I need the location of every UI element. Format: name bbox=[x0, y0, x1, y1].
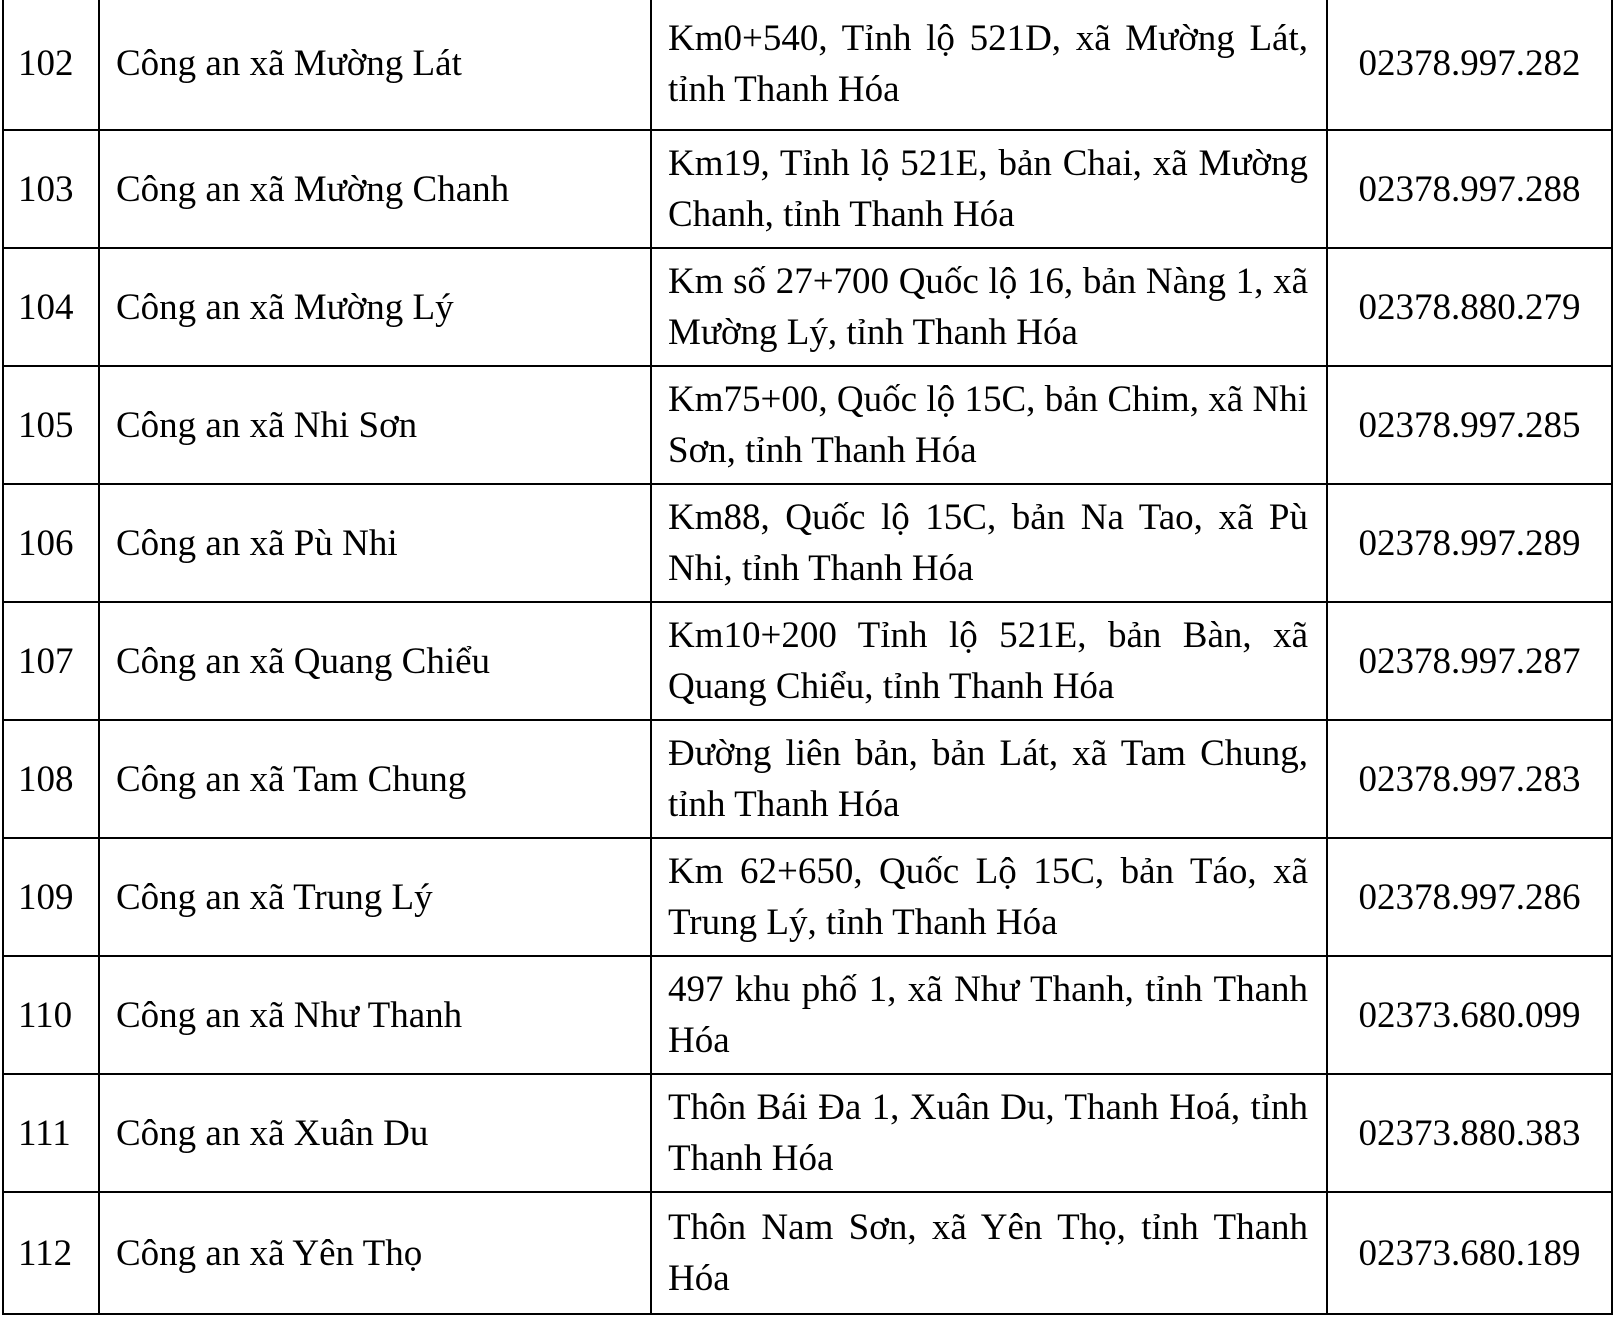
station-phone: 02378.880.279 bbox=[1327, 248, 1612, 366]
station-name: Công an xã Quang Chiểu bbox=[99, 602, 651, 720]
row-number: 112 bbox=[3, 1192, 99, 1314]
station-phone: 02378.997.282 bbox=[1327, 0, 1612, 130]
table-row bbox=[3, 484, 1612, 602]
station-name: Công an xã Nhi Sơn bbox=[99, 366, 651, 484]
station-address: Km19, Tỉnh lộ 521E, bản Chai, xã Mường Chanh, tỉnh Thanh Hóa bbox=[651, 130, 1327, 248]
row-number: 108 bbox=[3, 720, 99, 838]
table-row bbox=[3, 1074, 1612, 1192]
station-address: 497 khu phố 1, xã Như Thanh, tỉnh Thanh Hóa bbox=[651, 956, 1327, 1074]
table-row bbox=[3, 248, 1612, 366]
station-phone: 02373.680.189 bbox=[1327, 1192, 1612, 1314]
table-row bbox=[3, 130, 1612, 248]
station-name: Công an xã Mường Lý bbox=[99, 248, 651, 366]
station-phone: 02378.997.283 bbox=[1327, 720, 1612, 838]
table-row bbox=[3, 1192, 1612, 1314]
station-name: Công an xã Pù Nhi bbox=[99, 484, 651, 602]
table-row bbox=[3, 956, 1612, 1074]
table-row bbox=[3, 366, 1612, 484]
station-address: Thôn Nam Sơn, xã Yên Thọ, tỉnh Thanh Hóa bbox=[651, 1192, 1327, 1314]
station-address: Km75+00, Quốc lộ 15C, bản Chim, xã Nhi Sơn, tỉnh Thanh Hóa bbox=[651, 366, 1327, 484]
station-name: Công an xã Mường Chanh bbox=[99, 130, 651, 248]
police-directory-table bbox=[2, 0, 1613, 1315]
station-name: Công an xã Tam Chung bbox=[99, 720, 651, 838]
station-name: Công an xã Mường Lát bbox=[99, 0, 651, 130]
table-row bbox=[3, 0, 1612, 130]
station-address: Km 62+650, Quốc Lộ 15C, bản Táo, xã Trung Lý, tỉnh Thanh Hóa bbox=[651, 838, 1327, 956]
row-number: 105 bbox=[3, 366, 99, 484]
row-number: 111 bbox=[3, 1074, 99, 1192]
row-number: 103 bbox=[3, 130, 99, 248]
table-row bbox=[3, 602, 1612, 720]
station-phone: 02373.680.099 bbox=[1327, 956, 1612, 1074]
station-address: Km số 27+700 Quốc lộ 16, bản Nàng 1, xã Mường Lý, tỉnh Thanh Hóa bbox=[651, 248, 1327, 366]
station-phone: 02378.997.286 bbox=[1327, 838, 1612, 956]
station-name: Công an xã Như Thanh bbox=[99, 956, 651, 1074]
row-number: 106 bbox=[3, 484, 99, 602]
station-phone: 02373.880.383 bbox=[1327, 1074, 1612, 1192]
row-number: 102 bbox=[3, 0, 99, 130]
station-address: Km0+540, Tỉnh lộ 521D, xã Mường Lát, tỉnh Thanh Hóa bbox=[651, 0, 1327, 130]
table-row bbox=[3, 838, 1612, 956]
station-phone: 02378.997.285 bbox=[1327, 366, 1612, 484]
station-address: Km10+200 Tỉnh lộ 521E, bản Bàn, xã Quang Chiểu, tỉnh Thanh Hóa bbox=[651, 602, 1327, 720]
row-number: 109 bbox=[3, 838, 99, 956]
station-phone: 02378.997.288 bbox=[1327, 130, 1612, 248]
station-address: Km88, Quốc lộ 15C, bản Na Tao, xã Pù Nhi, tỉnh Thanh Hóa bbox=[651, 484, 1327, 602]
station-name: Công an xã Xuân Du bbox=[99, 1074, 651, 1192]
station-phone: 02378.997.289 bbox=[1327, 484, 1612, 602]
station-name: Công an xã Yên Thọ bbox=[99, 1192, 651, 1314]
station-phone: 02378.997.287 bbox=[1327, 602, 1612, 720]
station-address: Đường liên bản, bản Lát, xã Tam Chung, tỉnh Thanh Hóa bbox=[651, 720, 1327, 838]
row-number: 107 bbox=[3, 602, 99, 720]
row-number: 104 bbox=[3, 248, 99, 366]
table-row bbox=[3, 720, 1612, 838]
row-number: 110 bbox=[3, 956, 99, 1074]
station-name: Công an xã Trung Lý bbox=[99, 838, 651, 956]
station-address: Thôn Bái Đa 1, Xuân Du, Thanh Hoá, tỉnh Thanh Hóa bbox=[651, 1074, 1327, 1192]
